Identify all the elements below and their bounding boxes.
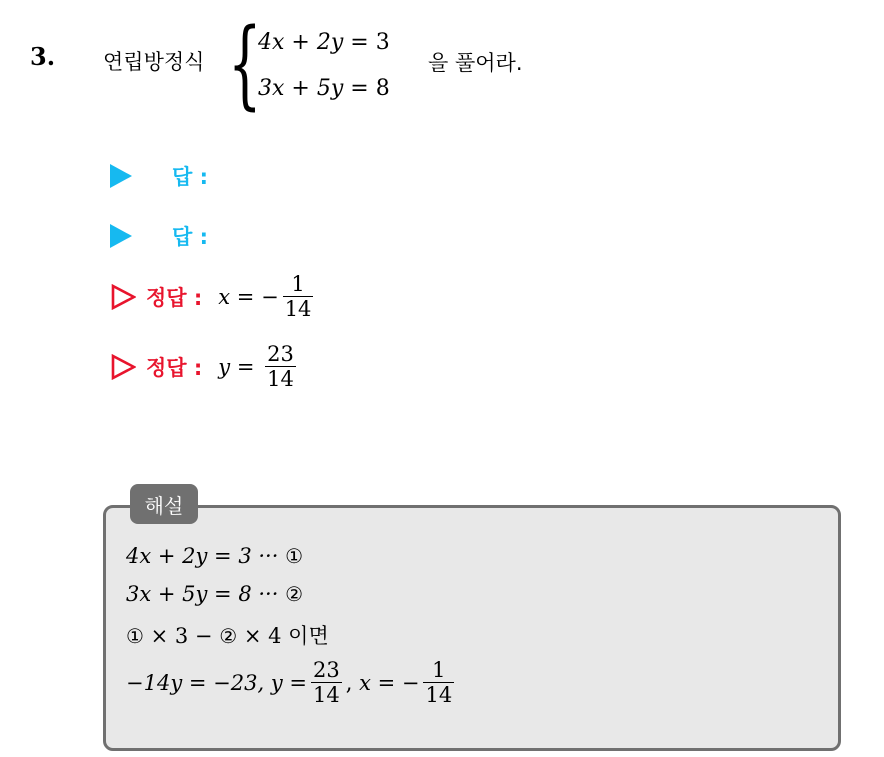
solution-tag: 해설 [130, 484, 198, 524]
question-text-after: 을 풀어라. [428, 51, 523, 75]
solution-line-2: 3x + 5y = 8 ··· ② [126, 582, 304, 606]
question-text-before: 연립방정식 [103, 50, 205, 74]
filled-triangle-icon [110, 164, 132, 188]
fraction: $\frac{1}{14}$ [284, 272, 312, 322]
outline-triangle-icon [110, 354, 136, 380]
correct-answer-expression: y = $\frac{23}{14}$ [218, 342, 294, 392]
answer-row-1 [110, 161, 208, 191]
answer-label: 답 : [172, 225, 208, 249]
correct-answer-row-1 [110, 272, 317, 321]
fraction: $\frac{23}{14}$ [267, 342, 294, 392]
question-number: 3. [30, 42, 56, 71]
fraction: $\frac{1}{14}$ [425, 658, 453, 708]
answer-label: 답 : [172, 165, 208, 189]
system-brace: { [228, 8, 262, 120]
correct-answer-expression: x = − $\frac{1}{14}$ [218, 272, 312, 322]
filled-triangle-icon [110, 224, 132, 248]
equation-2-rhs: 8 [375, 76, 390, 101]
outline-triangle-icon [110, 284, 136, 310]
fraction: $\frac{23}{14}$ [312, 658, 340, 708]
equation-2-lhs: 3x + 5y [258, 76, 344, 101]
circled-number: ② [285, 582, 304, 606]
correct-answer-label: 정답 : [146, 285, 203, 310]
solution-line-3: ① × 3 − ② × 4 이면 [126, 624, 329, 648]
equation-2: 3x + 5y = 8 [258, 76, 390, 101]
equation-1-lhs: 4x + 2y [258, 30, 344, 55]
equation-1: 4x + 2y = 3 [258, 30, 390, 55]
correct-answer-row-2 [110, 342, 300, 391]
equation-1-rhs: 3 [375, 30, 390, 55]
answer-row-2 [110, 221, 208, 251]
circled-number: ① [285, 544, 304, 568]
solution-line-4: −14y = −23, y = $\frac{23}{14}$ , x = − $\frac{1}{14}$ [126, 658, 453, 708]
correct-answer-label: 정답 : [146, 355, 203, 380]
solution-line-1: 4x + 2y = 3 ··· ① [126, 544, 304, 568]
